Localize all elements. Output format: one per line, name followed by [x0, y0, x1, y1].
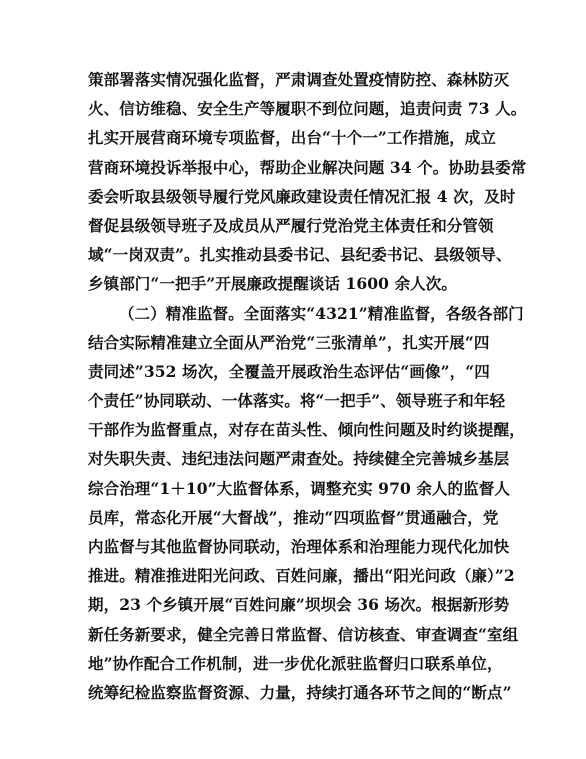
text-line: 统筹纪检监察监督资源、力量，持续打通各环节之间的“断点”	[88, 682, 512, 702]
document-body	[88, 65, 527, 707]
text-line: 干部作为监督重点，对存在苗头性、倾向性问题及时约谈提醒，	[88, 420, 525, 440]
text-line: 员库，常态化开展“大督战”，推动“四项监督”贯通融合，党	[88, 507, 499, 527]
text-line: 火、信访维稳、安全生产等履职不到位问题，追责问责 73 人。	[88, 99, 527, 119]
text-line: 地”协作配合工作机制，进一步优化派驻监督归口联系单位，	[88, 653, 503, 673]
text-line: 综合治理“1＋10”大监督体系，调整充实 970 余人的监督人	[88, 478, 510, 498]
text-line: 推进。精准推进阳光问政、百姓问廉，播出“阳光问政（廉）”2	[88, 566, 515, 586]
text-line: 乡镇部门“一把手”开展廉政提醒谈话 1600 余人次。	[88, 274, 457, 294]
text-line: 对失职失责、违纪违法问题严肃查处。持续健全完善城乡基层	[88, 449, 510, 469]
text-line: 责同述”352 场次，全覆盖开展政治生态评估“画像”，“四	[88, 361, 490, 381]
text-line: 新任务新要求，健全完善日常监督、信访核查、审查调查“室组	[88, 624, 519, 644]
text-line: 域“一岗双责”。扎实推动县委书记、县纪委书记、县级领导、	[88, 245, 512, 265]
text-line: 结合实际精准建立全面从严治党“三张清单”，扎实开展“四	[88, 332, 490, 352]
text-line: 期，23 个乡镇开展“百姓问廉”坝坝会 36 场次。根据新形势	[88, 595, 510, 615]
text-line: 扎实开展营商环境专项监督，出台“十个一”工作措施，成立	[88, 128, 497, 148]
text-line: 个责任”协同联动、一体落实。将“一把手”、领导班子和年轻	[88, 391, 506, 411]
text-line: 营商环境投诉举报中心，帮助企业解决问题 34 个。协助县委常	[88, 157, 527, 177]
text-line: 策部署落实情况强化监督，严肃调查处置疫情防控、森林防灭	[88, 70, 510, 89]
text-line: 内监督与其他监督协同联动，治理体系和治理能力现代化加快	[88, 537, 510, 556]
text-line: 委会听取县级领导履行党风廉政建设责任情况汇报 4 次，及时	[88, 186, 516, 206]
section-heading-line: （二）精准监督。全面落实“4321”精准监督，各级各部门	[119, 303, 524, 323]
text-line: 督促县级领导班子及成员从严履行党治党主体责任和分管领	[88, 215, 494, 235]
